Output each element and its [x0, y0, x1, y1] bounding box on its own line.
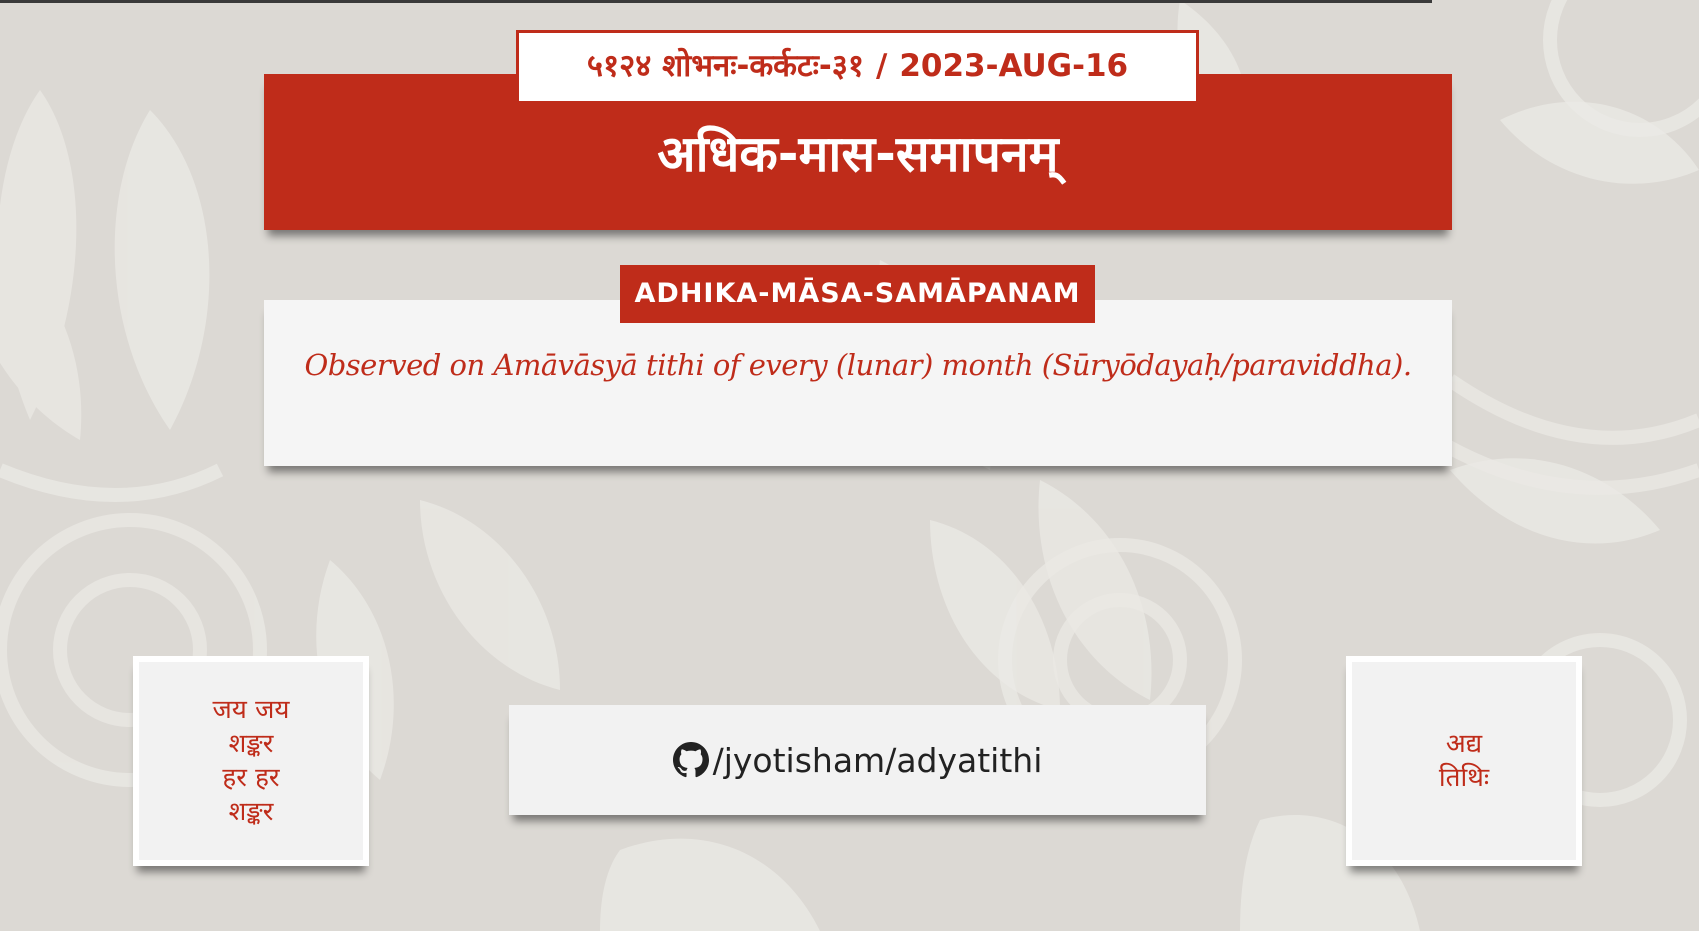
date-gregorian: 2023-AUG-16 — [899, 48, 1129, 84]
festival-description: Observed on Amāvāsyā tithi of every (lunar) month (Sūryōdayaḥ/paraviddha). — [304, 348, 1412, 382]
today-line: तिथिः — [1438, 763, 1490, 793]
blessing-line: हर हर — [222, 763, 280, 793]
date-native: ५१२४ शोभनः-कर्कटः-३१ — [586, 48, 864, 84]
repository-link[interactable] — [509, 705, 1206, 815]
blessing-line: शङ्कर — [228, 729, 274, 759]
github-icon — [673, 742, 709, 778]
transliteration-tag: ADHIKA-MĀSA-SAMĀPANAM — [620, 265, 1095, 323]
description-panel — [264, 300, 1452, 466]
blessing-line: शङ्कर — [228, 797, 274, 827]
right-today-panel — [1346, 656, 1582, 866]
date-separator: / — [875, 48, 888, 84]
left-blessing-panel — [133, 656, 369, 866]
top-divider-line — [0, 0, 1432, 3]
repository-link-text[interactable]: /jyotisham/adyatithi — [712, 740, 1043, 780]
date-tag — [516, 30, 1199, 104]
festival-title: अधिक-मास-समापनम् — [657, 125, 1059, 183]
today-line: अद्य — [1445, 729, 1483, 759]
blessing-line: जय जय — [212, 695, 290, 725]
